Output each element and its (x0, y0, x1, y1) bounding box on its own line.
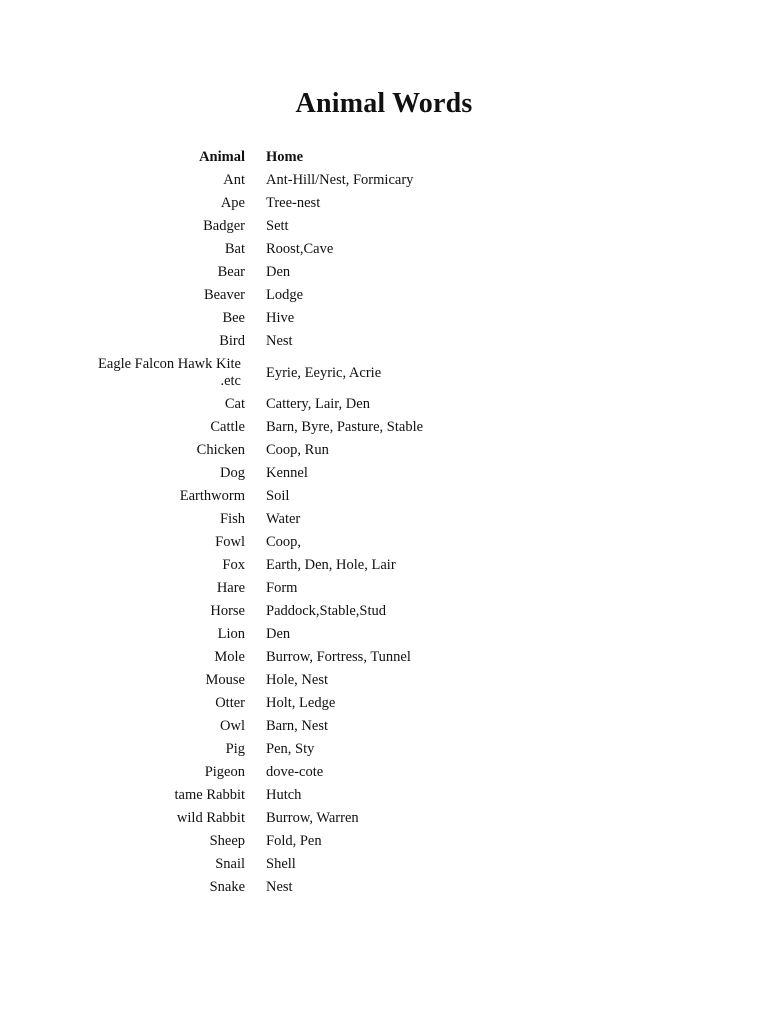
table-row (80, 784, 566, 807)
animal-cell: Lion (217, 626, 245, 642)
home-cell: Roost,Cave (266, 241, 334, 257)
home-cell: Nest (266, 879, 293, 895)
home-cell: Form (266, 580, 298, 596)
home-cell: Tree-nest (266, 195, 321, 211)
table-row (80, 330, 566, 353)
animal-cell: Mole (214, 649, 245, 665)
home-cell: Lodge (266, 287, 304, 303)
home-cell: Coop, (266, 534, 302, 550)
animal-cell: Eagle Falcon Hawk Kite .etc (98, 356, 241, 389)
table-row (80, 393, 566, 416)
home-cell: Cattery, Lair, Den (266, 396, 370, 412)
table-row (80, 284, 566, 307)
home-cell: Hutch (266, 787, 302, 803)
table-row (80, 830, 566, 853)
home-cell: Burrow, Warren (266, 810, 359, 826)
header-animal: Animal (199, 149, 245, 165)
animal-cell: Pig (225, 741, 245, 757)
animal-cell: Dog (220, 465, 245, 481)
animal-cell: Cattle (210, 419, 245, 435)
home-cell: Eyrie, Eeyric, Acrie (266, 364, 382, 381)
home-cell: Shell (266, 856, 296, 872)
home-cell: Water (266, 511, 301, 527)
animal-cell: Ape (220, 195, 245, 211)
table-row (80, 416, 566, 439)
animal-cell: Fish (220, 511, 245, 527)
animal-cell: Fowl (215, 534, 245, 550)
table-row (80, 531, 566, 554)
home-cell: Pen, Sty (266, 741, 315, 757)
animal-cell: tame Rabbit (174, 787, 245, 803)
animal-cell: Snake (209, 879, 245, 895)
table-row (80, 508, 566, 531)
table-row (80, 876, 566, 899)
animal-cell: Otter (215, 695, 245, 711)
animal-cell: Badger (203, 218, 245, 234)
animal-cell: Hare (216, 580, 245, 596)
animal-cell: Pigeon (204, 764, 245, 780)
table-row (80, 600, 566, 623)
table-header-row (80, 146, 566, 169)
home-cell: Ant-Hill/Nest, Formicary (266, 172, 414, 188)
table-row (80, 439, 566, 462)
animal-cell: Snail (215, 856, 245, 872)
animal-cell: Ant (223, 172, 245, 188)
table-row (80, 485, 566, 508)
animal-cell: Bear (217, 264, 245, 280)
home-cell: Hive (266, 310, 295, 326)
header-home: Home (266, 149, 304, 165)
animal-cell: Fox (222, 557, 245, 573)
home-cell: dove-cote (266, 764, 324, 780)
animal-cell: Bee (222, 310, 245, 326)
home-cell: Barn, Nest (266, 718, 329, 734)
page-title: Animal Words (295, 88, 473, 119)
table-row (80, 853, 566, 876)
table-row (80, 738, 566, 761)
animal-cell: Bat (224, 241, 245, 257)
home-cell: Sett (266, 218, 289, 234)
table-row (80, 669, 566, 692)
home-cell: Coop, Run (266, 442, 329, 458)
animal-cell: Cat (224, 396, 245, 412)
home-cell: Den (266, 626, 291, 642)
table-row (80, 761, 566, 784)
animal-cell: Bird (219, 333, 245, 349)
table-row (80, 807, 566, 830)
home-cell: Hole, Nest (266, 672, 329, 688)
table-row (80, 623, 566, 646)
table-row (80, 169, 566, 192)
home-cell: Earth, Den, Hole, Lair (266, 557, 396, 573)
table-row (80, 462, 566, 485)
animal-cell: Horse (210, 603, 245, 619)
table-row (80, 715, 566, 738)
home-cell: Paddock,Stable,Stud (266, 603, 387, 619)
home-cell: Soil (266, 488, 290, 504)
animal-cell: Mouse (205, 672, 245, 688)
table-row (80, 261, 566, 284)
home-cell: Burrow, Fortress, Tunnel (266, 649, 411, 665)
table-row (80, 238, 566, 261)
animal-cell: wild Rabbit (176, 810, 245, 826)
animal-homes-table (80, 146, 566, 899)
table-row (80, 307, 566, 330)
home-cell: Fold, Pen (266, 833, 322, 849)
table-row (80, 215, 566, 238)
home-cell: Nest (266, 333, 293, 349)
animal-cell: Earthworm (179, 488, 245, 504)
table-row (80, 554, 566, 577)
home-cell: Holt, Ledge (266, 695, 336, 711)
table-row (80, 353, 566, 393)
animal-cell: Beaver (203, 287, 245, 303)
home-cell: Den (266, 264, 291, 280)
table-row (80, 577, 566, 600)
table-row (80, 692, 566, 715)
home-cell: Barn, Byre, Pasture, Stable (266, 419, 424, 435)
home-cell: Kennel (266, 465, 308, 481)
animal-cell: Chicken (196, 442, 245, 458)
animal-cell: Sheep (209, 833, 245, 849)
table-row (80, 646, 566, 669)
table-row (80, 192, 566, 215)
animal-cell: Owl (220, 718, 245, 734)
